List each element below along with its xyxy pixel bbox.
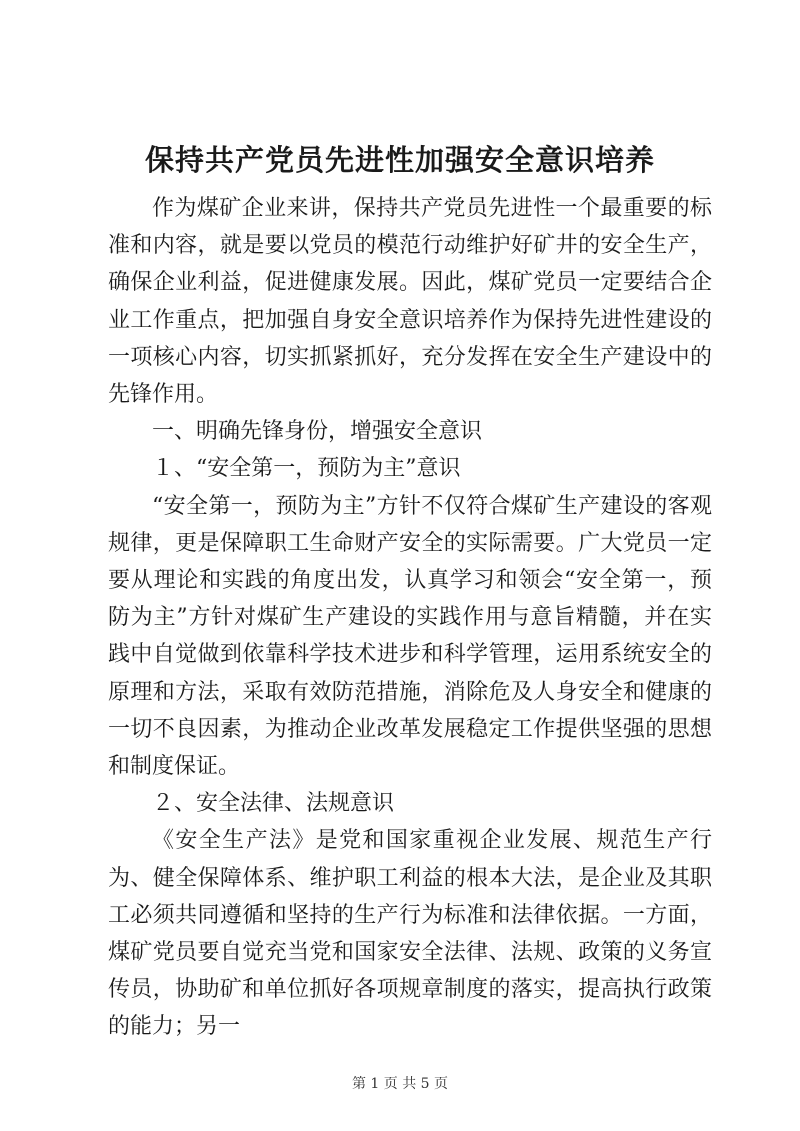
section-heading-1: 一、明确先锋身份，增强安全意识: [152, 419, 483, 445]
subsection-heading-2: ２、安全法律、法规意识: [152, 791, 395, 817]
page-number-footer: 第 1 页 共 5 页: [351, 1076, 449, 1092]
body-paragraph-safety-law: 《安全生产法》是党和国家重视企业发展、规范生产行为、健全保障体系、维护职工利益的根本大法，是企业及其职工必须共同遵循和坚持的生产行为标准和法律依据。一方面，煤矿党员要自觉充当党和国家安全法律、法规、政策的义务宣传员，协助矿和单位抓好各项规章制度的落实，提高执行政策的能力；另一: [108, 828, 712, 1040]
intro-paragraph: 作为煤矿企业来讲，保持共产党员先进性一个最重要的标准和内容，就是要以党员的模范行动维护好矿井的安全生产，确保企业利益，促进健康发展。因此，煤矿党员一定要结合企业工作重点，把加强自身安全意识培养作为保持先进性建设的一项核心内容，切实抓紧抓好，充分发挥在安全生产建设中的先锋作用。: [108, 196, 712, 408]
document-body: [108, 190, 712, 1046]
subsection-heading-1: １、“安全第一，预防为主”意识: [152, 456, 461, 482]
body-paragraph-safety-first: “安全第一，预防为主”方针不仅符合煤矿生产建设的客观规律，更是保障职工生命财产安全的实际需要。广大党员一定要从理论和实践的角度出发，认真学习和领会“安全第一，预防为主”方针对煤矿生产建设的实践作用与意旨精髓，并在实践中自觉做到依靠科学技术进步和科学管理，运用系统安全的原理和方法，采取有效防范措施，消除危及人身安全和健康的一切不良因素，为推动企业改革发展稳定工作提供坚强的思想和制度保证。: [108, 493, 712, 780]
document-title: 保持共产党员先进性加强安全意识培养: [144, 143, 655, 177]
